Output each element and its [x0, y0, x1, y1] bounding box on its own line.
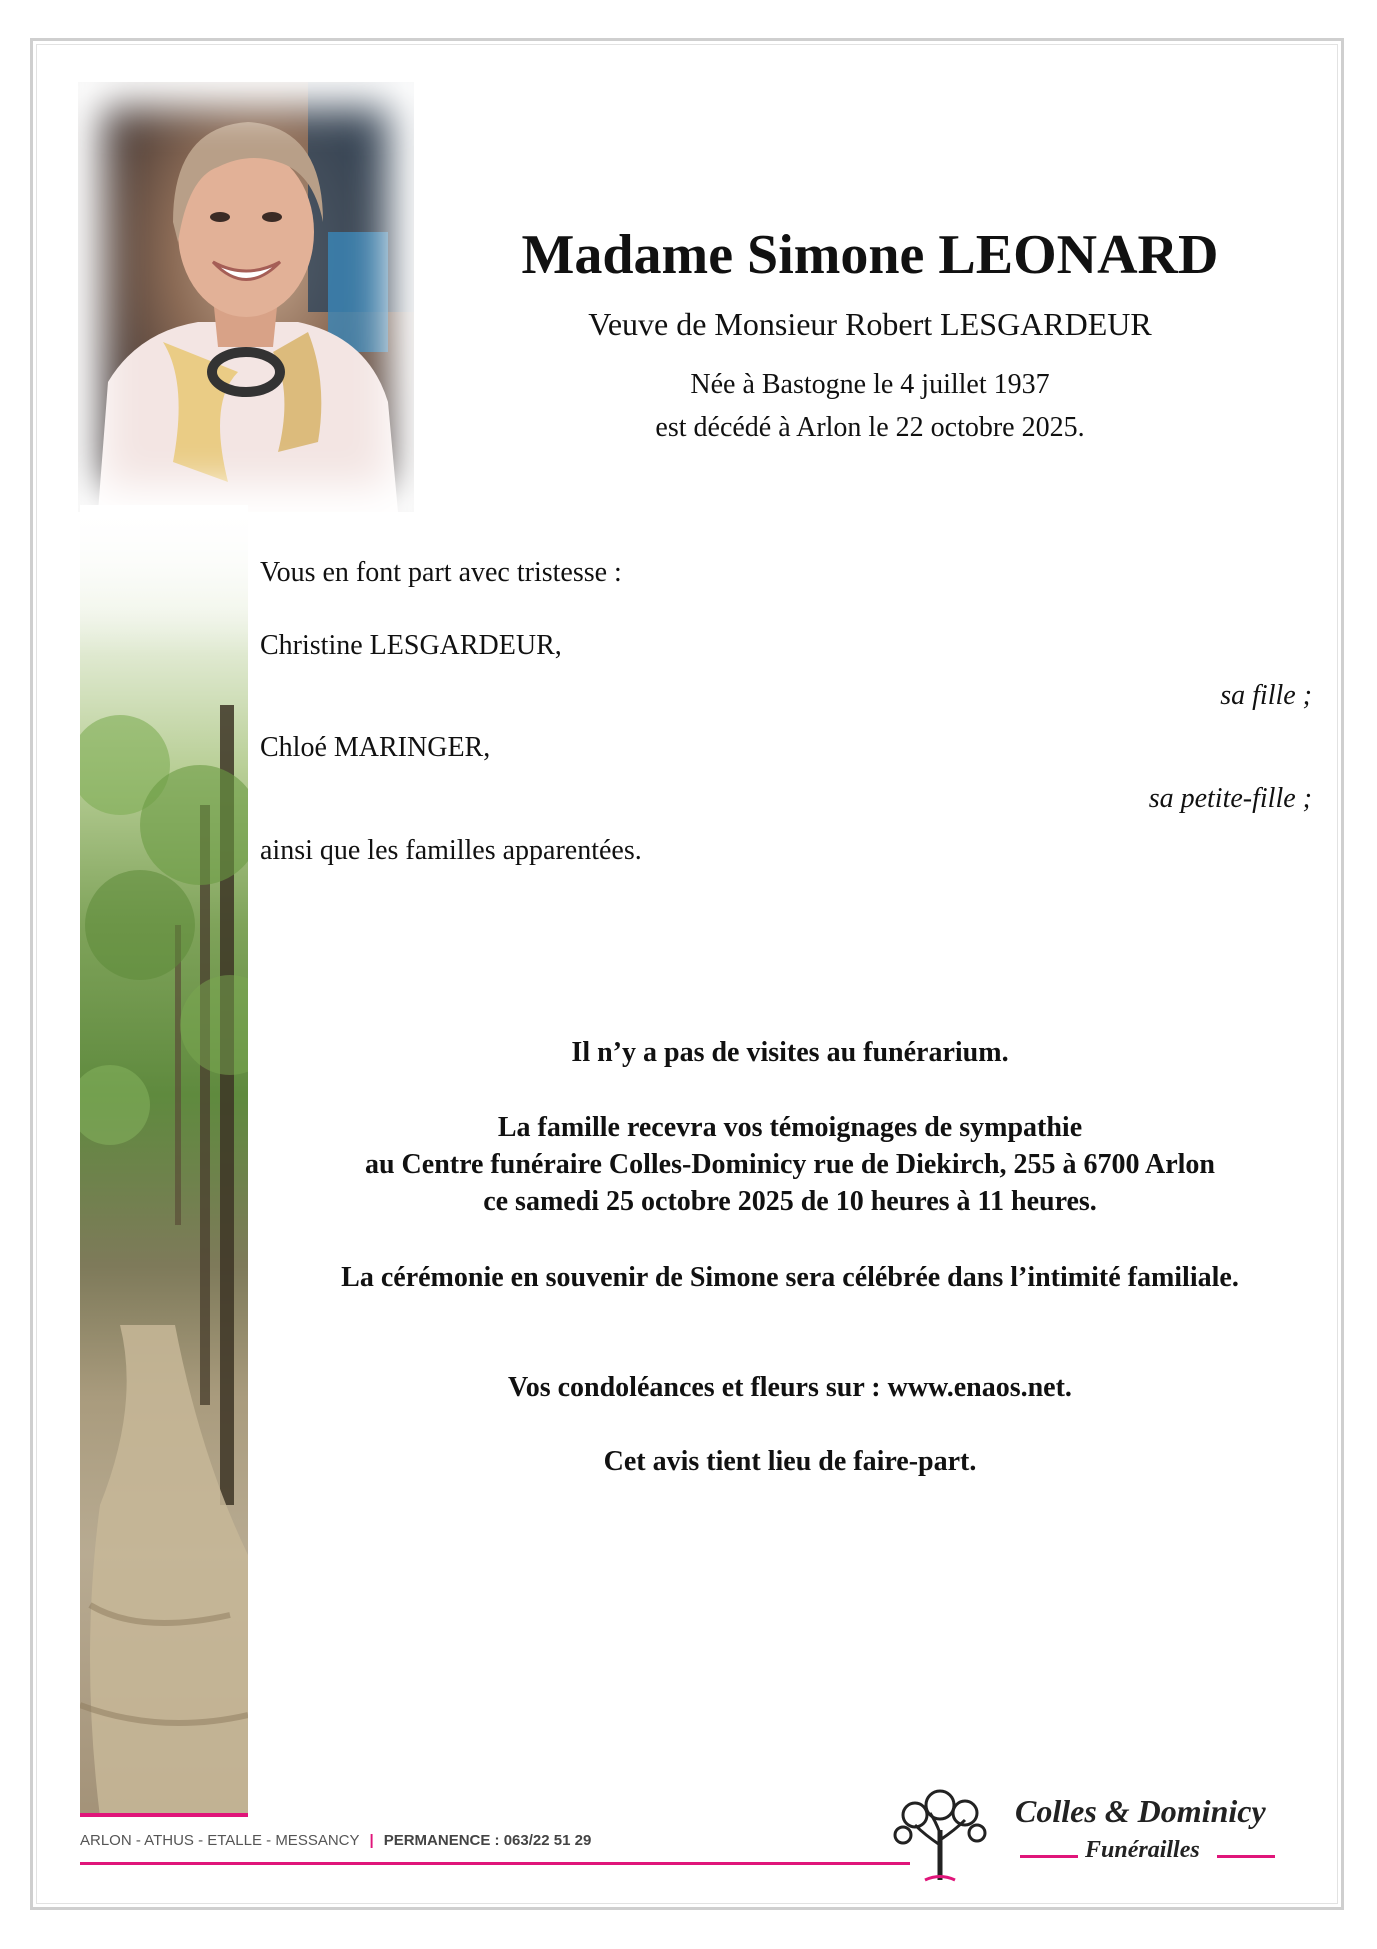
family-intro: Vous en font part avec tristesse : — [260, 557, 622, 588]
logo-accent-line — [1217, 1855, 1275, 1858]
visits-notice: Il n’y a pas de visites au funérarium. — [571, 1037, 1009, 1068]
sympathy-line: ce samedi 25 octobre 2025 de 10 heures à 11 heures. — [483, 1186, 1097, 1217]
ceremony-notice: La cérémonie en souvenir de Simone sera célébrée dans l’intimité familiale. — [341, 1262, 1239, 1293]
family-closing: ainsi que les familles apparentées. — [260, 835, 642, 866]
footer-separator: | — [369, 1832, 374, 1849]
forest-path-image — [80, 505, 248, 1817]
family-member-relation: sa petite-fille ; — [1148, 783, 1312, 814]
logo-subtitle: Funérailles — [1085, 1837, 1200, 1863]
tree-icon — [885, 1785, 995, 1885]
birth-line: Née à Bastogne le 4 juillet 1937 — [690, 369, 1050, 400]
death-line: est décédé à Arlon le 22 octobre 2025. — [655, 412, 1085, 443]
sympathy-line: au Centre funéraire Colles-Dominicy rue de Diekirch, 255 à 6700 Arlon — [364, 1149, 1216, 1180]
accent-bar — [80, 1813, 248, 1817]
logo-name: Colles & Dominicy — [1015, 1793, 1266, 1829]
footer-locations: ARLON - ATHUS - ETALLE - MESSANCY — [80, 1832, 360, 1849]
condolences-notice: Vos condoléances et fleurs sur : www.enaos.net. — [508, 1372, 1072, 1403]
family-member-name: Chloé MARINGER, — [260, 732, 491, 763]
sympathy-line: La famille recevra vos témoignages de sympathie — [497, 1112, 1083, 1143]
deceased-name: Madame Simone LEONARD — [521, 224, 1219, 286]
portrait-photo — [78, 82, 414, 512]
footer-contact — [80, 1832, 591, 1849]
family-member-relation: sa fille ; — [1220, 680, 1312, 711]
family-member-name: Christine LESGARDEUR, — [260, 630, 562, 661]
footer-accent-line — [80, 1862, 910, 1865]
widow-line: Veuve de Monsieur Robert LESGARDEUR — [588, 306, 1152, 342]
announcement-notice: Cet avis tient lieu de faire-part. — [603, 1446, 977, 1477]
logo-accent-line — [1020, 1855, 1078, 1858]
footer-permanence: PERMANENCE : 063/22 51 29 — [383, 1832, 592, 1849]
funeral-home-logo — [885, 1785, 1285, 1885]
